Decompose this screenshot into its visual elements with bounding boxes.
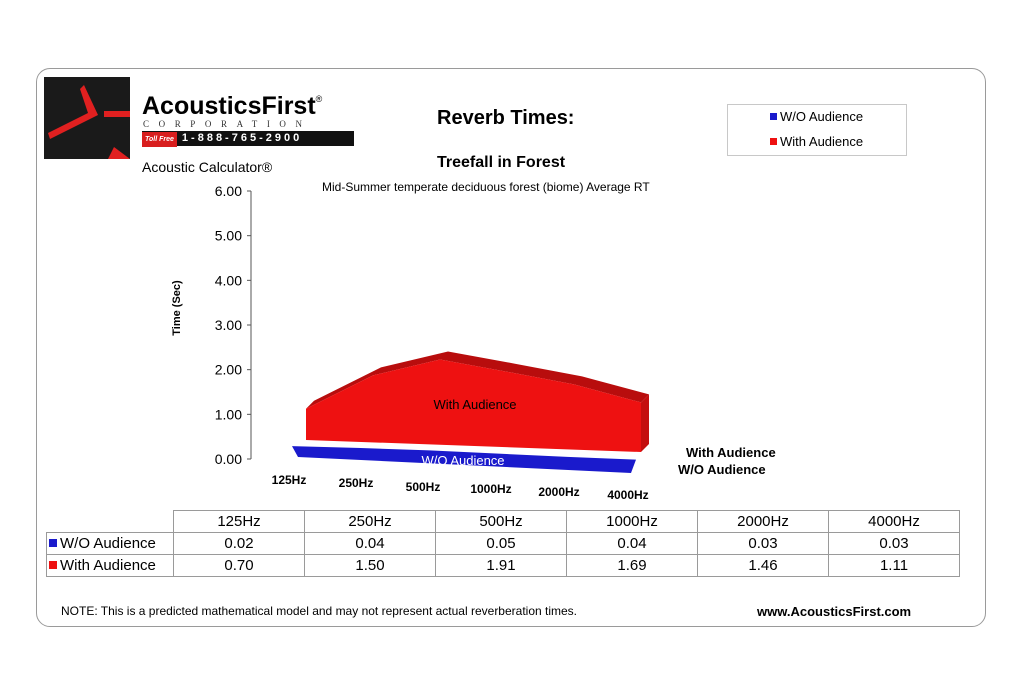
table-header: 125Hz <box>174 511 305 533</box>
x-tick-label: 500Hz <box>405 480 441 494</box>
disclaimer-note: NOTE: This is a predicted mathematical model and may not represent actual reverberation times. <box>61 604 578 618</box>
table-cell: 0.04 <box>567 533 698 555</box>
y-tick-label: 0.00 <box>214 451 242 467</box>
table-header: 4000Hz <box>829 511 960 533</box>
table-cell: 0.02 <box>174 533 305 555</box>
table-header: 250Hz <box>305 511 436 533</box>
table-cell: 1.46 <box>698 555 829 577</box>
y-tick-label: 2.00 <box>214 361 242 378</box>
table-corner <box>47 511 174 533</box>
table-cell: 0.70 <box>174 555 305 577</box>
calculator-label: Acoustic Calculator® <box>142 159 273 175</box>
table-cell: 1.91 <box>436 555 567 577</box>
legend-item-wo-audience: W/O Audience <box>770 109 863 124</box>
brand-subtitle: CORPORATION <box>143 119 312 129</box>
reverb-data-table <box>46 510 960 577</box>
y-tick-label: 6.00 <box>214 183 242 199</box>
y-tick-label: 1.00 <box>214 406 242 423</box>
depth-label-with-audience: With Audience <box>686 445 776 460</box>
website-link[interactable]: www.AcousticsFirst.com <box>757 604 912 619</box>
table-cell: 1.11 <box>829 555 960 577</box>
table-cell: 0.04 <box>305 533 436 555</box>
y-axis-label: Time (Sec) <box>171 280 183 336</box>
chart-title: Treefall in Forest <box>437 154 566 171</box>
table-cell: 0.05 <box>436 533 567 555</box>
series-label-wo-audience: W/O Audience <box>421 453 505 468</box>
table-cell: 0.03 <box>829 533 960 555</box>
y-tick-label: 4.00 <box>214 272 242 289</box>
x-tick-label: 4000Hz <box>607 488 649 502</box>
table-row <box>47 533 960 555</box>
table-header: 500Hz <box>436 511 567 533</box>
x-tick-label: 1000Hz <box>470 482 512 496</box>
row-swatch <box>49 539 57 547</box>
table-cell: 0.03 <box>698 533 829 555</box>
chart-subtitle: Mid-Summer temperate deciduous forest (biome) Average RT <box>322 180 650 194</box>
x-tick-label: 250Hz <box>338 476 374 490</box>
series-label-with-audience: With Audience <box>433 397 517 412</box>
x-tick-label: 125Hz <box>271 473 307 487</box>
y-tick-label: 5.00 <box>214 227 242 244</box>
tollfree-label: Toll Free <box>142 132 177 147</box>
depth-label-wo-audience: W/O Audience <box>678 462 766 477</box>
row-label-wo-audience: W/O Audience <box>47 533 174 555</box>
table-row <box>47 555 960 577</box>
x-tick-label: 2000Hz <box>538 485 580 499</box>
legend-item-with-audience: With Audience <box>770 134 863 149</box>
table-header: 1000Hz <box>567 511 698 533</box>
table-cell: 1.50 <box>305 555 436 577</box>
page-title: Reverb Times: <box>437 107 575 129</box>
table-header-row <box>47 511 960 533</box>
series-with-audience-side-face <box>641 394 649 452</box>
y-tick-label: 3.00 <box>214 317 242 333</box>
brand-name: AcousticsFirst® <box>142 92 323 120</box>
row-swatch <box>49 561 57 569</box>
table-cell: 1.69 <box>567 555 698 577</box>
row-label-with-audience: With Audience <box>47 555 174 577</box>
phone-number: 1-888-765-2900 <box>181 132 303 144</box>
table-header: 2000Hz <box>698 511 829 533</box>
